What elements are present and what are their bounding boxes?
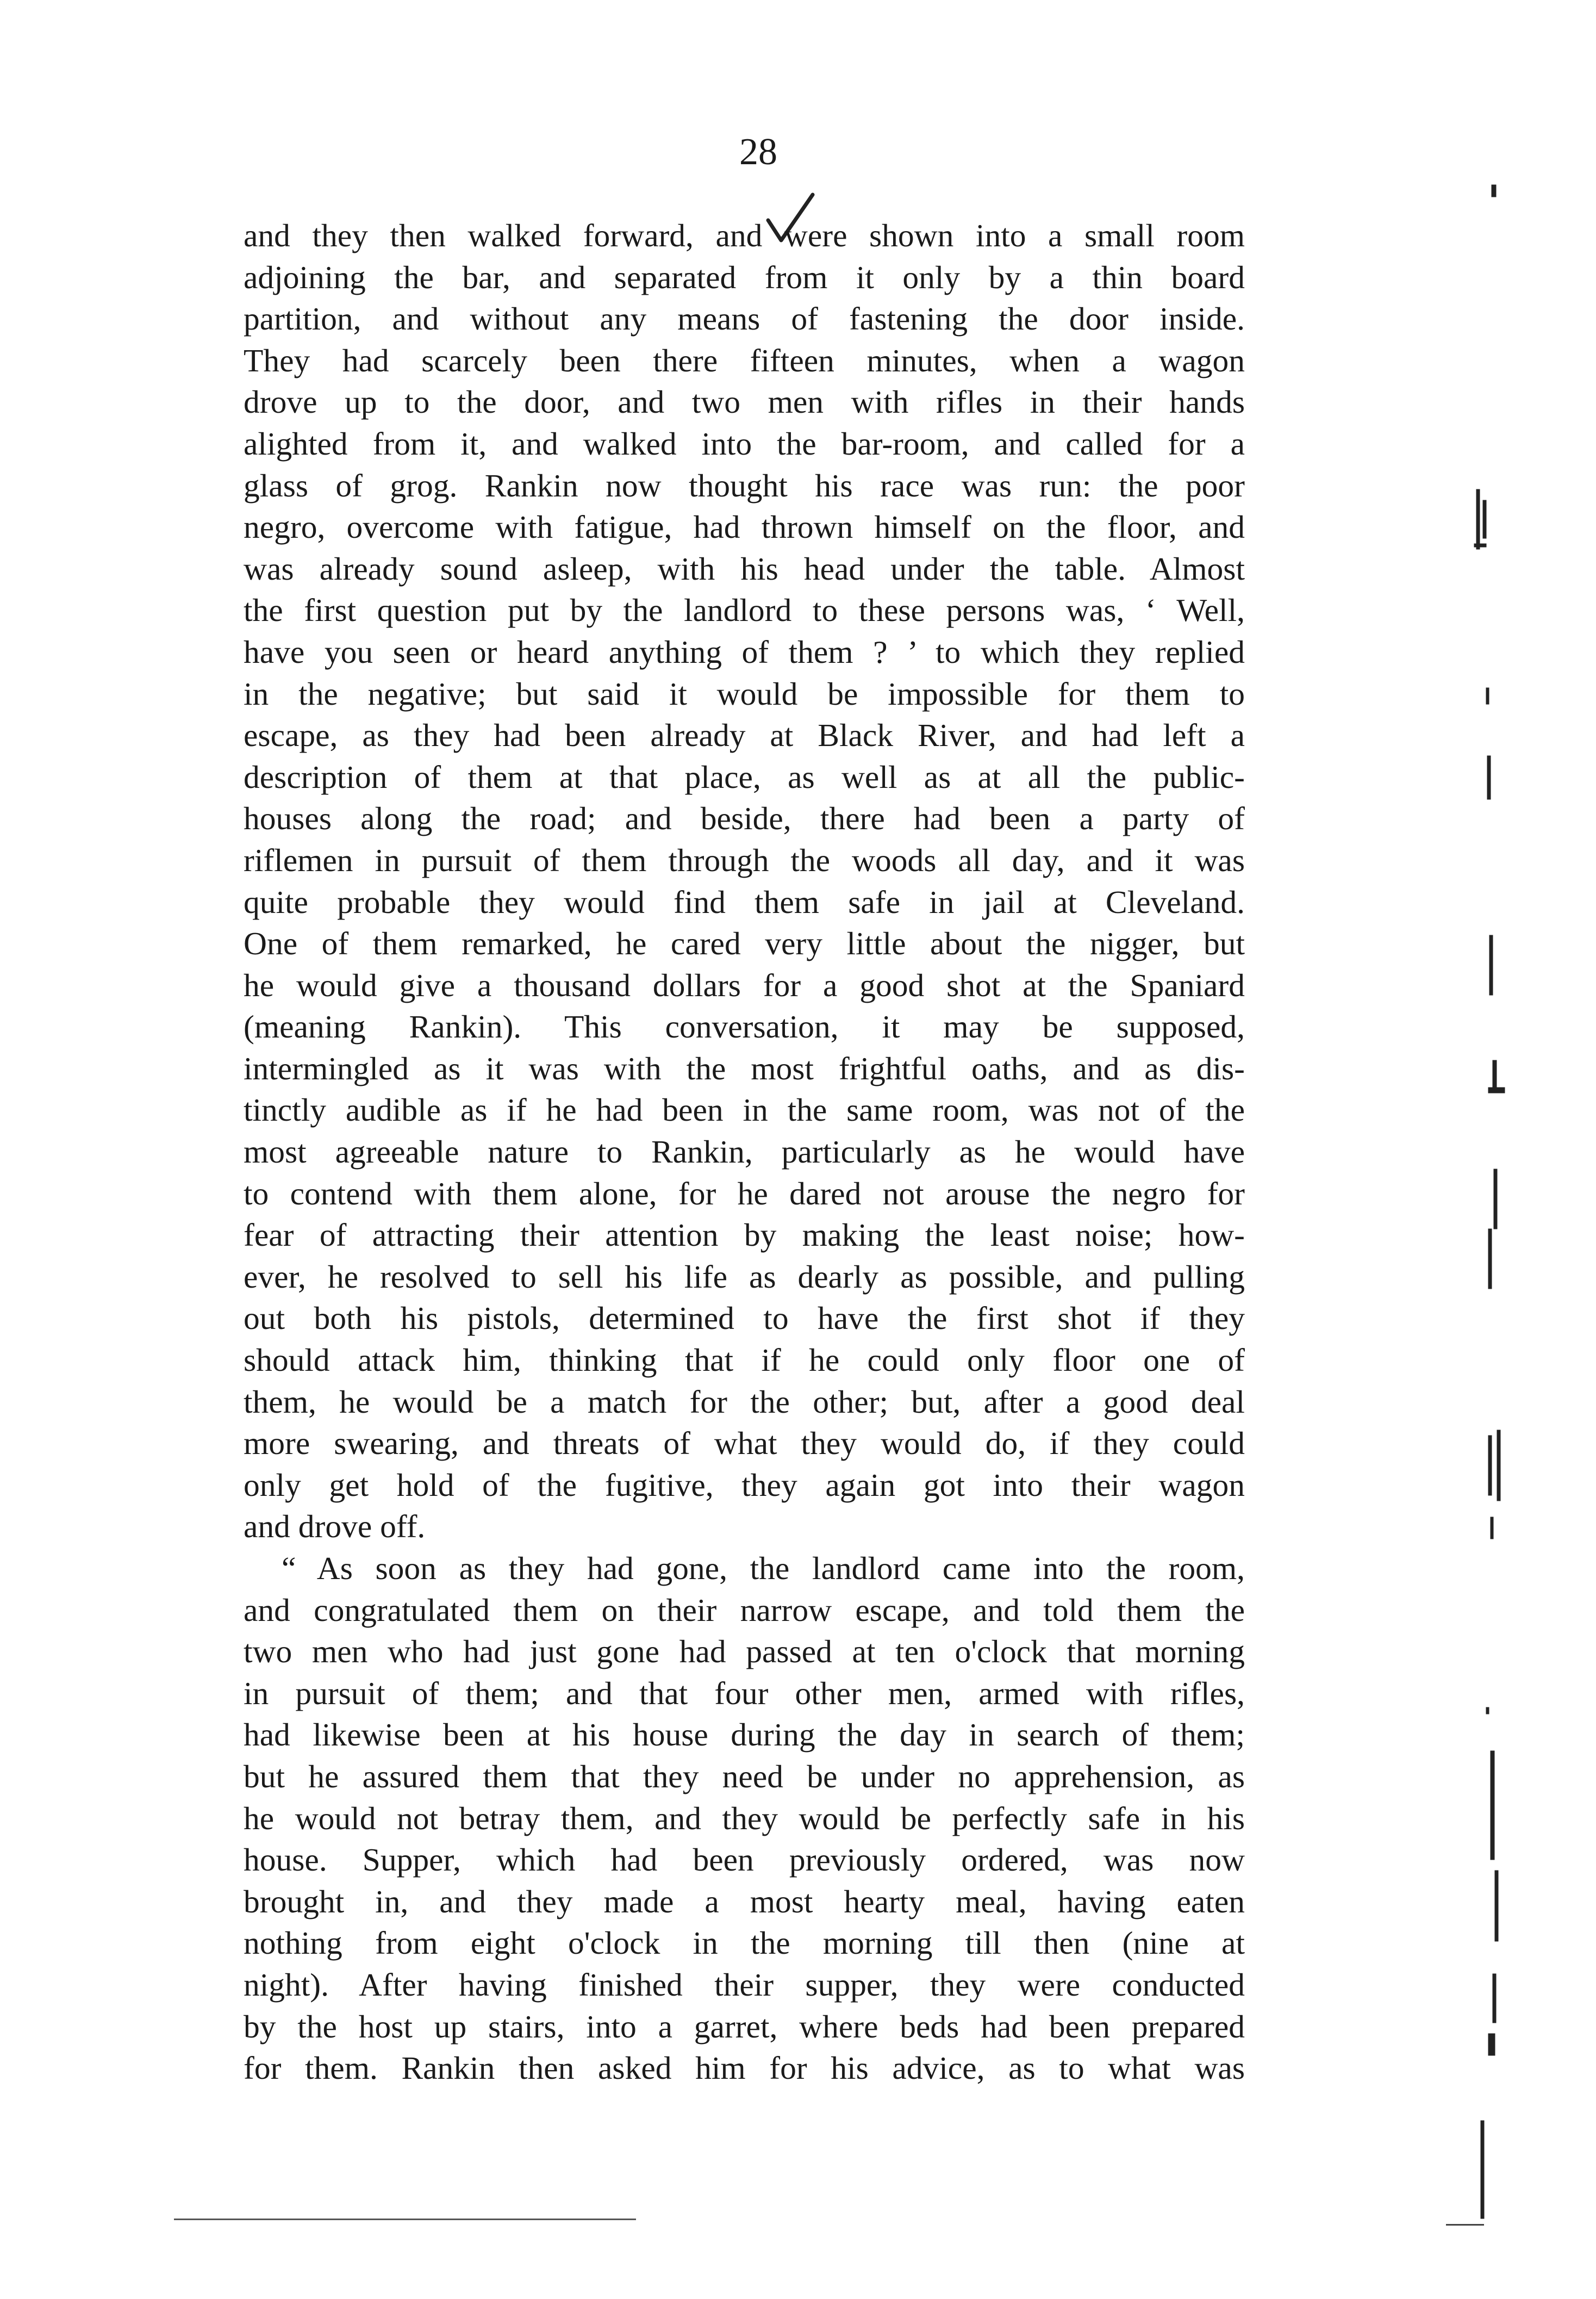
text-line: negro, overcome with fatigue, had thrown himself on the floor, and [244, 509, 1245, 545]
text-line: (meaning Rankin). This conversation, it may be supposed, [244, 1009, 1245, 1045]
text-line: alighted from it, and walked into the bar-room, and called for a [244, 425, 1245, 462]
text-line: houses along the road; and beside, there had been a party of [244, 800, 1245, 837]
text-line: was already sound asleep, with his head under the table. Almost [244, 550, 1245, 587]
text-line: house. Supper, which had been previously ordered, was now [244, 1842, 1245, 1878]
text-line: them, he would be a match for the other; but, after a good deal [244, 1383, 1245, 1420]
text-line: have you seen or heard anything of them ? ’ to which they replied [244, 633, 1245, 670]
text-line: night). After having finished their supper, they were conducted [244, 1966, 1245, 2003]
body-text [244, 215, 1245, 2089]
text-line: and congratulated them on their narrow escape, and told them the [244, 1592, 1245, 1628]
margin-scan-marks [1455, 0, 1596, 2299]
text-line: only get hold of the fugitive, they again got into their wagon [244, 1467, 1245, 1503]
text-line: brought in, and they made a most hearty meal, having eaten [244, 1883, 1245, 1919]
text-line: in the negative; but said it would be impossible for them to [244, 675, 1245, 712]
text-line: should attack him, thinking that if he could only floor one of [244, 1342, 1245, 1378]
text-line: in pursuit of them; and that four other men, armed with rifles, [244, 1675, 1245, 1711]
text-line: and drove off. [244, 1508, 426, 1545]
text-line: tinctly audible as if he had been in the same room, was not of the [244, 1092, 1245, 1128]
text-line: They had scarcely been there fifteen minutes, when a wagon [244, 342, 1245, 378]
text-line: had likewise been at his house during the day in search of them; [244, 1717, 1245, 1753]
text-line: drove up to the door, and two men with rifles in their hands [244, 384, 1245, 420]
text-line: One of them remarked, he cared very little about the nigger, but [244, 925, 1245, 962]
text-line: but he assured them that they need be under no apprehension, as [244, 1758, 1245, 1794]
text-line: by the host up stairs, into a garret, where beds had been prepared [244, 2008, 1245, 2045]
text-line: nothing from eight o'clock in the morning till then (nine at [244, 1925, 1245, 1961]
text-line: intermingled as it was with the most frightful oaths, and as dis- [244, 1050, 1245, 1086]
text-line: he would not betray them, and they would be perfectly safe in his [244, 1800, 1245, 1836]
text-line: escape, as they had been already at Black River, and had left a [244, 717, 1245, 754]
text-line: two men who had just gone had passed at ten o'clock that morning [244, 1633, 1245, 1670]
text-line: partition, and without any means of fastening the door inside. [244, 301, 1245, 337]
page-number: 28 [739, 131, 777, 173]
text-line: “ As soon as they had gone, the landlord came into the room, [282, 1550, 1245, 1586]
bottom-rule-right [1446, 2224, 1484, 2226]
text-line: to contend with them alone, for he dared not arouse the negro for [244, 1175, 1245, 1211]
text-line: and they then walked forward, and were shown into a small room [244, 218, 1245, 253]
text-line: description of them at that place, as well as at all the public- [244, 759, 1245, 795]
text-line: riflemen in pursuit of them through the woods all day, and it was [244, 842, 1245, 878]
text-line: quite probable they would find them safe in jail at Cleveland. [244, 884, 1245, 920]
text-line: out both his pistols, determined to have the first shot if they [244, 1300, 1245, 1337]
text-line: for them. Rankin then asked him for his advice, as to what was [244, 2050, 1245, 2086]
text-line: glass of grog. Rankin now thought his race was run: the poor [244, 467, 1245, 504]
text-line: ever, he resolved to sell his life as dearly as possible, and pulling [244, 1258, 1245, 1295]
text-line: adjoining the bar, and separated from it only by a thin board [244, 259, 1245, 295]
text-line: the first question put by the landlord to these persons was, ‘ Well, [244, 592, 1245, 629]
text-line: fear of attracting their attention by making the least noise; how- [244, 1217, 1245, 1253]
bottom-rule [174, 2219, 636, 2220]
text-line: most agreeable nature to Rankin, particularly as he would have [244, 1134, 1245, 1170]
text-line: more swearing, and threats of what they would do, if they could [244, 1425, 1245, 1462]
text-line: he would give a thousand dollars for a good shot at the Spaniard [244, 967, 1245, 1003]
